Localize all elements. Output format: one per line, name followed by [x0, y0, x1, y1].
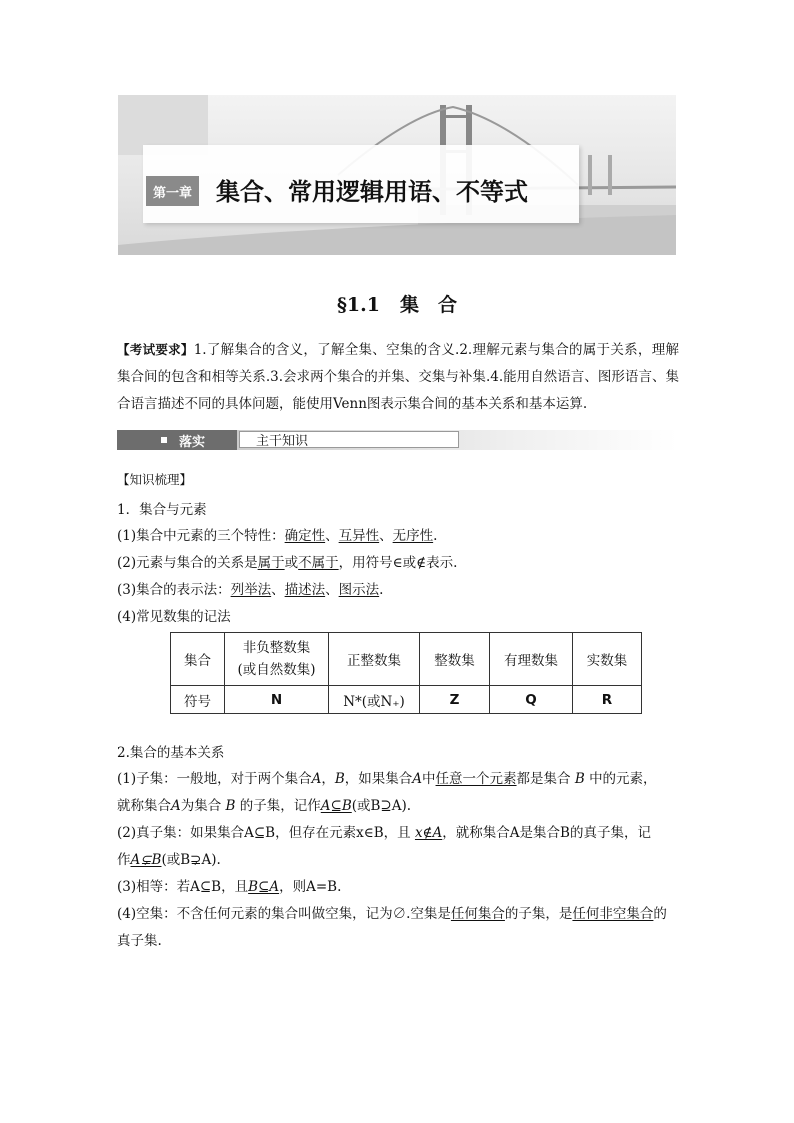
table-row: [171, 633, 642, 686]
section-1-title: 1．集合与元素: [117, 502, 207, 518]
requirements-label: 【考试要求】: [117, 342, 194, 357]
table-cell: R: [573, 686, 642, 714]
relation-3: (3)相等：若A⊆B，且B⊆A，则A=B.: [117, 879, 342, 895]
knowledge-heading: 【知识梳理】: [117, 472, 193, 487]
relation-4-line-2: 真子集.: [117, 933, 162, 949]
relation-1-line-1: (1)子集：一般地，对于两个集合A，B，如果集合A中任意一个元素都是集合 B 中的元素，: [117, 771, 657, 787]
item-1-3: (3)集合的表示法：列举法、描述法、图示法.: [117, 582, 384, 598]
table-row: [171, 686, 642, 714]
table-cell: 整数集: [420, 633, 490, 686]
number-set-table: [170, 632, 642, 714]
table-cell: 符号: [171, 686, 225, 714]
table-cell: N*(或N₊): [329, 686, 420, 714]
table-cell: Q: [490, 686, 573, 714]
relation-4-line-1: (4)空集：不含任何元素的集合叫做空集，记为∅.空集是任何集合的子集，是任何非空集合的: [117, 906, 667, 922]
table-cell: 非负整数集 (或自然数集): [225, 633, 329, 686]
bar-dark-tab: [117, 430, 237, 450]
table-cell: Z: [420, 686, 490, 714]
item-1-2: (2)元素与集合的关系是属于或不属于，用符号∈或∉表示.: [117, 555, 458, 571]
section-name: 集 合: [399, 294, 457, 316]
table-cell: 实数集: [573, 633, 642, 686]
table-cell: 正整数集: [329, 633, 420, 686]
item-1-1: (1)集合中元素的三个特性：确定性、互异性、无序性.: [117, 528, 438, 544]
square-icon: [161, 437, 167, 443]
bar-dark-label: 落实: [179, 434, 206, 450]
table-cell: 集合: [171, 633, 225, 686]
relation-1-line-2: 就称集合A为集合 B 的子集，记作A⊆B(或B⊇A).: [117, 798, 412, 814]
relation-2-line-2: 作A⊊B(或B⊋A).: [117, 852, 221, 868]
table-cell: N: [225, 686, 329, 714]
requirements-text: 1.了解集合的含义，了解全集、空集的含义.2.理解元素与集合的属于关系，理解集合间的包含和相等关系.3.会求两个集合的并集、交集与补集.4.能用自然语言、图形语言、集合语言描述不同的具体问题，能使用Venn图表示集合间的基本关系和基本运算.: [117, 342, 679, 412]
chapter-badge: 第一章: [146, 176, 199, 206]
chapter-title: 集合、常用逻辑用语、不等式: [216, 178, 528, 206]
section-bar: [117, 430, 677, 450]
section-number: §1.1: [336, 294, 380, 316]
item-1-4: (4)常见数集的记法: [117, 609, 231, 625]
relation-2-line-1: (2)真子集：如果集合A⊆B，但存在元素x∈B，且 x∉A，就称集合A是集合B的真子集，记: [117, 825, 651, 841]
section-title: [0, 290, 794, 317]
exam-requirements: [117, 336, 679, 418]
relations-title: 2.集合的基本关系: [117, 745, 225, 761]
table-cell: 有理数集: [490, 633, 573, 686]
bar-light-tab: 主干知识: [239, 431, 459, 448]
